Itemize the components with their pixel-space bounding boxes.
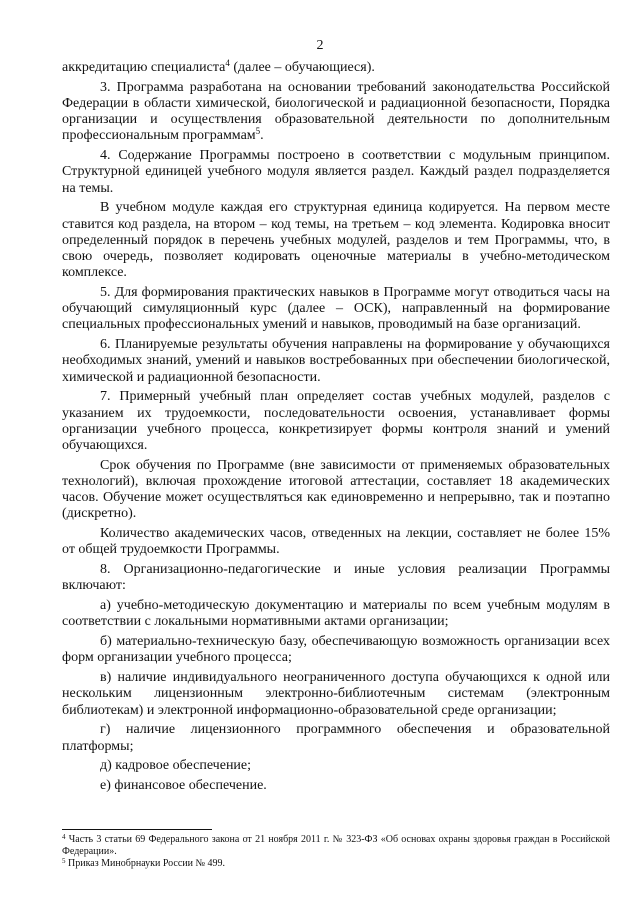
paragraph-8: 8. Организационно-педагогические и иные условия реализации Программы включают:	[62, 562, 610, 594]
list-item-e: е) финансовое обеспечение.	[100, 778, 267, 794]
document-body	[62, 60, 610, 798]
paragraph-6: 6. Планируемые результаты обучения направлены на формирование у обучающихся необходимых знаний, умений и навыков востребованных при обеспечении биологической, химической и радиационной безопасности.	[62, 337, 610, 385]
list-item-d: д) кадровое обеспечение;	[100, 758, 252, 774]
paragraph-duration: Срок обучения по Программе (вне зависимости от применяемых образовательных технологий), включая прохождение итоговой аттестации, составляет 18 академических часов. Обучение может осуществляться как единовременно и непрерывно, так и поэтапно (дискретно).	[62, 457, 610, 522]
footnote-5: $^5$ Приказ Минобрнауки России № 499.	[62, 857, 226, 869]
list-item-v: в) наличие индивидуального неограниченного доступа обучающихся к одной или нескольким лицензионным электронно-библиотечным системам (электронным библиотекам) и электронной информационно-образовательной среде организации;	[62, 670, 610, 718]
paragraph-3: 3. Программа разработана на основании требований законодательства Российской Федерации в области химической, биологической и радиационной безопасности, Порядка организации и осуществления образовательной деятельности по дополнительным профессиональным программам$^5$.	[62, 79, 610, 144]
footnote-4: $^4$ Часть 3 статьи 69 Федерального закона от 21 ноября 2011 г. № 323-ФЗ «Об основах охраны здоровья граждан в Российской Федерации».	[62, 833, 610, 857]
footnotes	[62, 834, 610, 870]
list-item-b: б) материально-техническую базу, обеспечивающую возможность организации всех форм организации учебного процесса;	[62, 634, 610, 666]
paragraph-4: 4. Содержание Программы построено в соответствии с модульным принципом. Структурной единицей учебного модуля является раздел. Каждый раздел подразделяется на темы.	[62, 148, 610, 196]
footnote-divider	[62, 829, 212, 830]
list-item-a: а) учебно-методическую документацию и материалы по всем учебным модулям в соответствии с локальными нормативными актами организации;	[62, 598, 610, 630]
page-number: 2	[316, 38, 324, 53]
footnote-ref-5[interactable]: 5	[255, 126, 261, 137]
footnote-ref-4[interactable]: 4	[225, 58, 230, 68]
paragraph-5: 5. Для формирования практических навыков в Программе могут отводиться часы на обучающий симуляционный курс (далее – ОСК), направленный на формирование специальных профессиональных умений и навыков, проводимый на базе организаций.	[62, 285, 610, 333]
list-item-g: г) наличие лицензионного программного обеспечения и образовательной платформы;	[62, 722, 610, 754]
paragraph-coding: В учебном модуле каждая его структурная единица кодируется. На первом месте ставится код раздела, на втором – код темы, на третьем – код элемента. Кодировка вносит определенный порядок в перечень учебных модулей, разделов и тем Программы, что, в свою очередь, позволяет кодировать оценочные материалы в учебно-методическом комплексе.	[62, 200, 610, 281]
paragraph-continuation: аккредитацию специалиста$^4$ (далее – обучающиеся).	[62, 58, 375, 75]
paragraph-lecture-hours: Количество академических часов, отведенных на лекции, составляет не более 15% от общей трудоемкости Программы.	[62, 526, 610, 558]
paragraph-7: 7. Примерный учебный план определяет состав учебных модулей, разделов с указанием их трудоемкости, последовательности освоения, устанавливает формы организации учебного процесса, конкретизирует формы контроля знаний и умений обучающихся.	[62, 389, 610, 454]
